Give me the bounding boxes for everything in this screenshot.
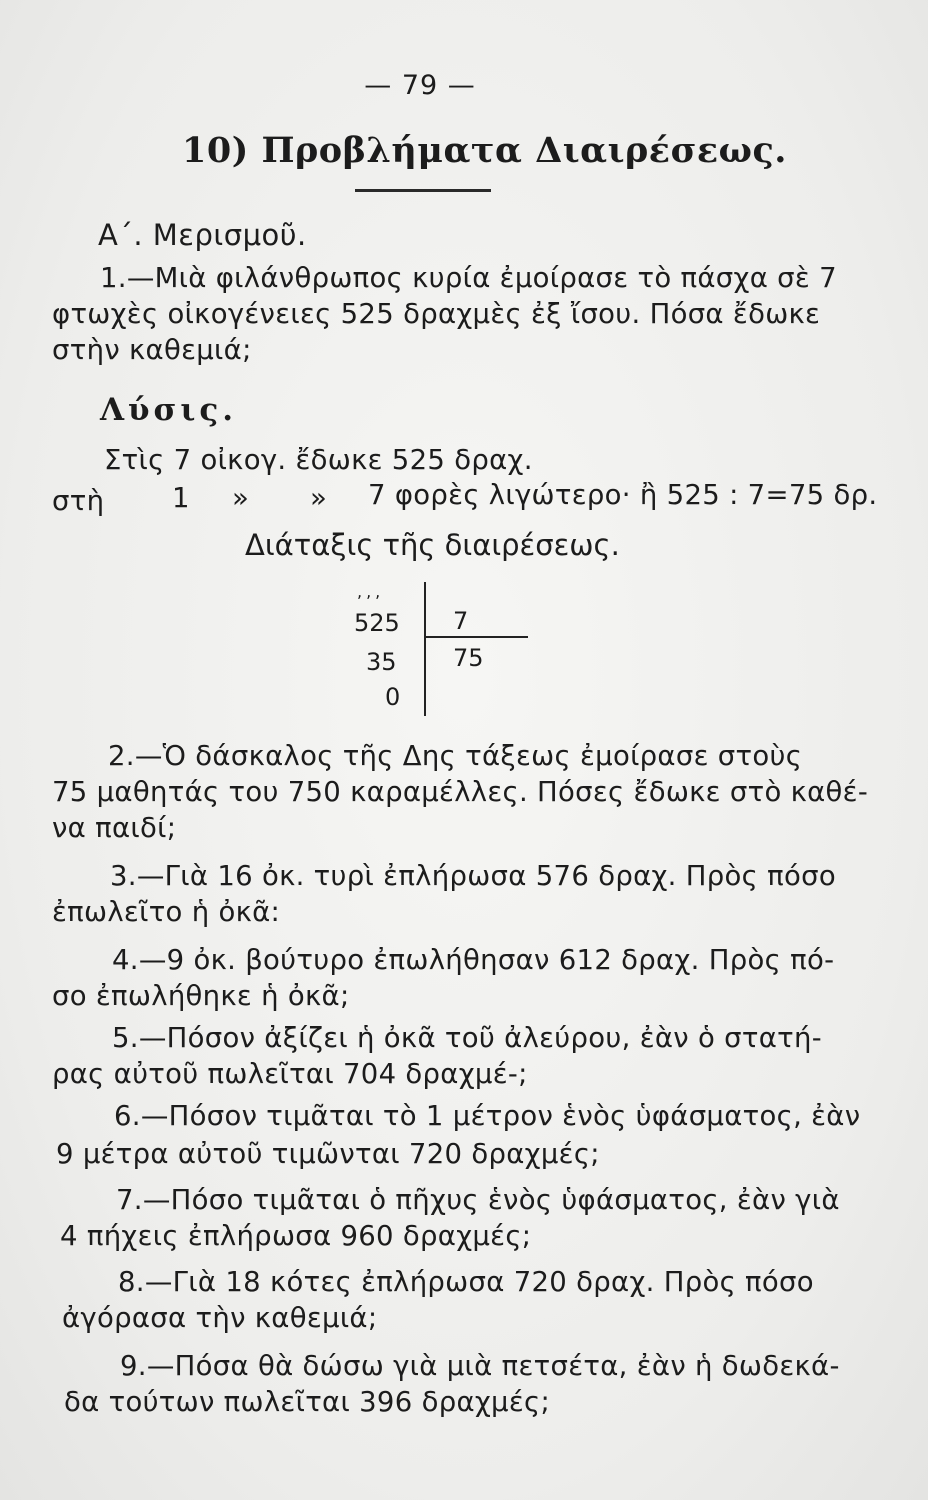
division-dividend: 525: [354, 609, 400, 637]
division-divisor: 7: [453, 607, 469, 635]
problem-6-line-1: 6.—Πόσον τιμᾶται τὸ 1 μέτρον ἑνὸς ὑφάσματος, ἐὰν: [114, 1100, 861, 1132]
division-heading: Διάταξις τῆς διαιρέσεως.: [245, 528, 620, 562]
division-vertical-line: [424, 582, 426, 716]
problem-1-line-2: φτωχὲς οἰκογένειες 525 δραχμὲς ἐξ ἴσου. Πόσα ἔδωκε: [52, 298, 821, 330]
division-horizontal-line: [426, 636, 528, 638]
problem-3-line-2: ἐπωλεῖτο ἡ ὀκᾶ:: [52, 896, 281, 928]
problem-7-line-1: 7.—Πόσο τιμᾶται ὁ πῆχυς ἑνὸς ὑφάσματος, ἐὰν γιὰ: [116, 1184, 840, 1216]
problem-8-line-2: ἀγόρασα τὴν καθεμιά;: [62, 1302, 378, 1334]
problem-9-line-2: δα τούτων πωλεῖται 396 δραχμές;: [64, 1386, 551, 1418]
solution-label: Λύσις.: [100, 392, 238, 428]
problem-9-line-1: 9.—Πόσα θὰ δώσω γιὰ μιὰ πετσέτα, ἐὰν ἡ δωδεκά-: [120, 1350, 840, 1382]
division-remainder: 0: [385, 683, 401, 711]
solution-line-2-ditto-2: »: [310, 482, 328, 514]
problem-4-line-2: σο ἐπωλήθηκε ἡ ὀκᾶ;: [52, 980, 350, 1012]
problem-2-line-1: 2.—Ὁ δάσκαλος τῆς Δης τάξεως ἐμοίρασε στοὺς: [108, 740, 803, 772]
problem-5-line-1: 5.—Πόσον ἀξίζει ἡ ὀκᾶ τοῦ ἀλεύρου, ἐὰν ὁ στατή-: [112, 1022, 822, 1054]
solution-line-1: Στὶς 7 οἰκογ. ἔδωκε 525 δραχ.: [104, 444, 533, 476]
problem-8-line-1: 8.—Γιὰ 18 κότες ἐπλήρωσα 720 δραχ. Πρὸς πόσο: [118, 1266, 814, 1298]
solution-line-2-rest: 7 φορὲς λιγώτερο· ἢ 525 : 7=75 δρ.: [368, 479, 878, 511]
problem-3-line-1: 3.—Γιὰ 16 ὀκ. τυρὶ ἐπλήρωσα 576 δραχ. Πρὸς πόσο: [110, 860, 836, 892]
problem-2-line-3: να παιδί;: [52, 812, 177, 844]
section-heading: Α΄. Μερισμοῦ.: [98, 218, 307, 252]
problem-4-line-1: 4.—9 ὀκ. βούτυρο ἐπωλήθησαν 612 δραχ. Πρὸς πό-: [112, 944, 835, 976]
page-title: 10) Προβλήματα Διαιρέσεως.: [182, 130, 787, 171]
problem-5-line-2: ρας αὐτοῦ πωλεῖται 704 δραχμέ-;: [52, 1058, 528, 1090]
division-remainder-step: 35: [366, 648, 397, 676]
page-number: — 79 —: [364, 70, 476, 101]
solution-line-2-prefix: στὴ: [52, 485, 105, 517]
division-quotient: 75: [453, 644, 484, 672]
problem-2-line-2: 75 μαθητάς του 750 καραμέλλες. Πόσες ἔδωκε στὸ καθέ-: [52, 776, 869, 808]
solution-line-2-one: 1: [172, 482, 190, 514]
problem-7-line-2: 4 πήχεις ἐπλήρωσα 960 δραχμές;: [60, 1220, 532, 1252]
title-underline: [355, 189, 491, 192]
problem-1-line-1: 1.—Μιὰ φιλάνθρωπος κυρία ἐμοίρασε τὸ πάσχα σὲ 7: [100, 262, 837, 294]
problem-1-line-3: στὴν καθεμιά;: [52, 334, 252, 366]
division-marks: ,,,: [357, 582, 385, 601]
problem-6-line-2: 9 μέτρα αὐτοῦ τιμῶνται 720 δραχμές;: [56, 1138, 600, 1170]
solution-line-2-ditto-1: »: [232, 482, 250, 514]
